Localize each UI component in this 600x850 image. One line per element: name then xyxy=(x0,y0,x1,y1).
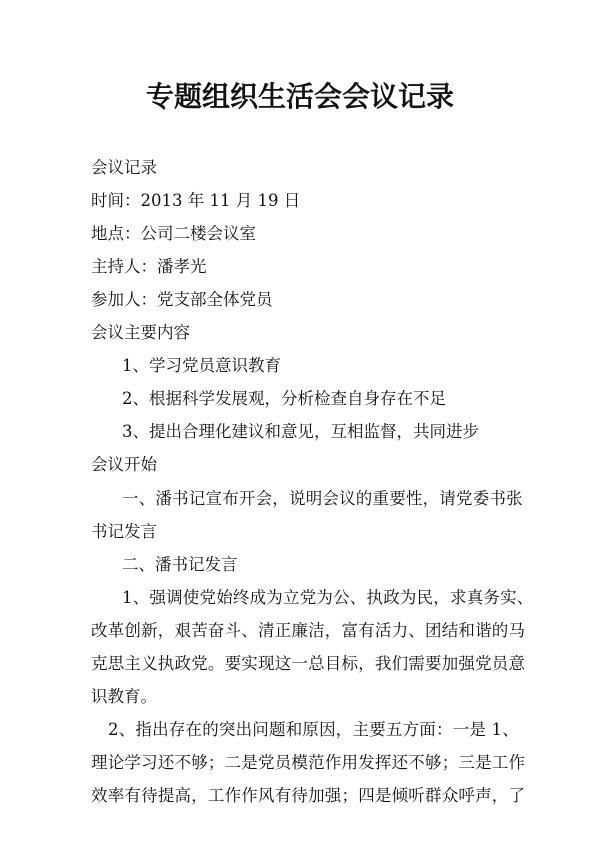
paragraph-4-line-3: 效率有待提高，工作作风有待加强；四是倾听群众呼声，了 xyxy=(91,786,526,805)
paragraph-3-line-4: 识教育。 xyxy=(91,687,157,706)
paragraph-2-heading: 二、潘书记发言 xyxy=(122,555,238,574)
paragraph-1-line-1: 一、潘书记宣布开会，说明会议的重要性，请党委书张 xyxy=(122,489,523,508)
meeting-participants: 参加人：党支部全体党员 xyxy=(91,290,273,309)
paragraph-3-line-2: 改革创新，艰苦奋斗、清正廉洁，富有活力、团结和谐的马 xyxy=(91,621,526,640)
paragraph-4-line-1: 2、指出存在的突出问题和原因，主要五方面：一是 1、 xyxy=(108,720,519,739)
paragraph-3-line-1: 1、强调使党始终成为立党为公、执政为民，求真务实、 xyxy=(122,588,534,607)
paragraph-4-line-2: 理论学习还不够；二是党员模范作用发挥还不够；三是工作 xyxy=(91,753,526,772)
section-heading-meeting-record: 会议记录 xyxy=(91,158,157,177)
document-title: 专题组织生活会会议记录 xyxy=(145,80,454,113)
paragraph-1-line-2: 书记发言 xyxy=(91,522,157,541)
meeting-host: 主持人：潘孝光 xyxy=(91,257,207,276)
paragraph-3-line-3: 克思主义执政党。要实现这一总目标，我们需要加强党员意 xyxy=(91,654,526,673)
section-heading-meeting-start: 会议开始 xyxy=(91,455,157,474)
meeting-location: 地点：公司二楼会议室 xyxy=(91,224,256,243)
section-heading-main-content: 会议主要内容 xyxy=(91,323,190,342)
content-item-3: 3、提出合理化建议和意见，互相监督，共同进步 xyxy=(122,422,479,441)
content-item-1: 1、学习党员意识教育 xyxy=(122,356,281,375)
meeting-time: 时间：2013 年 11 月 19 日 xyxy=(91,191,301,210)
content-item-2: 2、根据科学发展观，分析检查自身存在不足 xyxy=(122,389,446,408)
